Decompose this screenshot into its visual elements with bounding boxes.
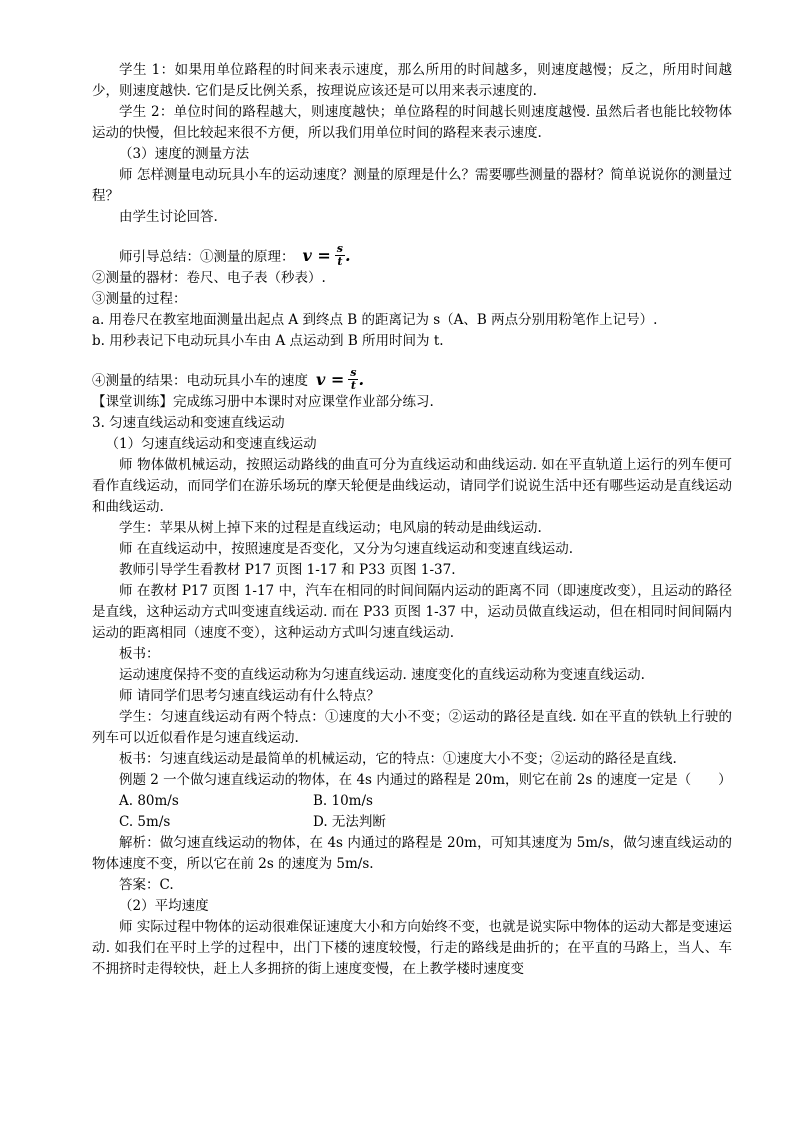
process-step-b: b. 用秒表记下电动玩具小车由 A 点运动到 B 所用时间为 t. bbox=[92, 333, 444, 349]
subsection-heading-2: （2）平均速度 bbox=[119, 898, 209, 914]
option-b: B. 10m/s bbox=[313, 793, 373, 809]
velocity-formula: v = $\frac{s}{t}$ . bbox=[302, 242, 351, 268]
process-step-a: a. 用卷尺在教室地面测量出起点 A 到终点 B 的距离记为 s（A、B 两点分别用粉笔作上记号）. bbox=[92, 312, 658, 328]
example-question: 例题 2 一个做匀速直线运动的物体，在 4s 内通过的路程是 20m，则它在前 2s 的速度一定是（ ） bbox=[119, 772, 732, 788]
result-line bbox=[92, 352, 732, 392]
options-row-1 bbox=[92, 791, 732, 812]
teacher-question-paragraph: 师 怎样测量电动玩具小车的运动速度？测量的原理是什么？需要哪些测量的器材？简单说说你的测量过程？ bbox=[92, 167, 732, 204]
answer-line: 答案：C. bbox=[119, 877, 174, 893]
result-label: ④测量的结果：电动玩具小车的速度 bbox=[92, 373, 308, 389]
teacher-linear-paragraph: 师 在直线运动中，按照速度是否变化，又分为匀速直线运动和变速直线运动. bbox=[119, 541, 574, 557]
student2-paragraph: 学生 2：单位时间的路程越大，则速度越快；单位路程的时间越长则速度越慢. 虽然后者也能比较物体运动的快慢，但比较起来很不方便，所以我们用单位时间的路程来表示速度. bbox=[92, 104, 732, 141]
option-a: A. 80m/s bbox=[119, 793, 179, 809]
student-features-paragraph: 学生：匀速直线运动有两个特点：①速度的大小不变；②运动的路径是直线. 如在平直的铁轨上行驶的列车可以近似看作是匀速直线运动. bbox=[92, 709, 732, 746]
equipment-line: ②测量的器材：卷尺、电子表（秒表）. bbox=[92, 270, 326, 286]
average-speed-paragraph: 师 实际过程中物体的运动很难保证速度大小和方向始终不变，也就是说实际中物体的运动大都是变速运动. 如我们在平时上学的过程中，出门下楼的速度较慢，行走的路线是曲折的；在平直的马路上，当人、车不拥挤时走得较快，赶上人多拥挤的街上速度变慢，在上教学楼时速度变 bbox=[92, 919, 732, 977]
student1-paragraph: 学生 1：如果用单位路程的时间来表示速度，那么所用的时间越多，则速度越慢；反之，所用时间越少，则速度越快. 它们是反比例关系，按理说应该还是可以用来表示速度的. bbox=[92, 62, 732, 99]
teacher-motion-paragraph: 师 物体做机械运动，按照运动路线的曲直可分为直线运动和曲线运动. 如在平直轨道上运行的列车便可看作直线运动，而同学们在游乐场玩的摩天轮便是曲线运动，请同学们说说生活中还有哪些运动是直线运动和曲线运动. bbox=[92, 457, 732, 515]
analysis-paragraph: 解析：做匀速直线运动的物体，在 4s 内通过的路程是 20m，可知其速度为 5m/s，做匀速直线运动的物体速度不变，所以它在前 2s 的速度为 5m/s. bbox=[92, 835, 732, 872]
board-features-paragraph: 板书：匀速直线运动是最简单的机械运动，它的特点：①速度大小不变；②运动的路径是直线. bbox=[119, 751, 677, 767]
options-row-2 bbox=[92, 812, 732, 833]
option-d: D. 无法判断 bbox=[313, 814, 386, 830]
principle-label: 师引导总结：①测量的原理： bbox=[119, 249, 295, 265]
board-definition: 运动速度保持不变的直线运动称为匀速直线运动. 速度变化的直线运动称为变速直线运动. bbox=[119, 667, 645, 683]
section-heading-3: 3. 匀速直线运动和变速直线运动 bbox=[92, 415, 285, 431]
section-heading-measurement: （3）速度的测量方法 bbox=[119, 146, 250, 162]
textbook-reference: 教师引导学生看教材 P17 页图 1-17 和 P33 页图 1-37. bbox=[119, 562, 456, 578]
board-label: 板书： bbox=[119, 646, 160, 662]
subsection-heading-1: （1）匀速直线运动和变速直线运动 bbox=[105, 436, 317, 452]
discussion-note: 由学生讨论回答. bbox=[119, 209, 218, 225]
document-page bbox=[92, 60, 732, 980]
option-c: C. 5m/s bbox=[119, 814, 171, 830]
principle-line bbox=[92, 228, 732, 268]
teacher-think-question: 师 请同学们思考匀速直线运动有什么特点？ bbox=[119, 688, 380, 704]
classroom-training: 【课堂训练】完成练习册中本课时对应课堂作业部分练习. bbox=[92, 394, 434, 410]
student-answer-paragraph: 学生：苹果从树上掉下来的过程是直线运动；电风扇的转动是曲线运动. bbox=[119, 520, 542, 536]
velocity-formula-result: v = $\frac{s}{t}$ . bbox=[316, 366, 365, 392]
teacher-figure-paragraph: 师 在教材 P17 页图 1-17 中，汽车在相同的时间间隔内运动的距离不同（即速度改变），且运动的路径是直线，这种运动方式叫变速直线运动. 而在 P33 页图 1-37 中，运动员做直线运动，但在相同时间间隔内运动的距离相同（速度不变），这种运动方式叫匀速直线运动. bbox=[92, 583, 732, 641]
process-heading: ③测量的过程： bbox=[92, 291, 187, 307]
